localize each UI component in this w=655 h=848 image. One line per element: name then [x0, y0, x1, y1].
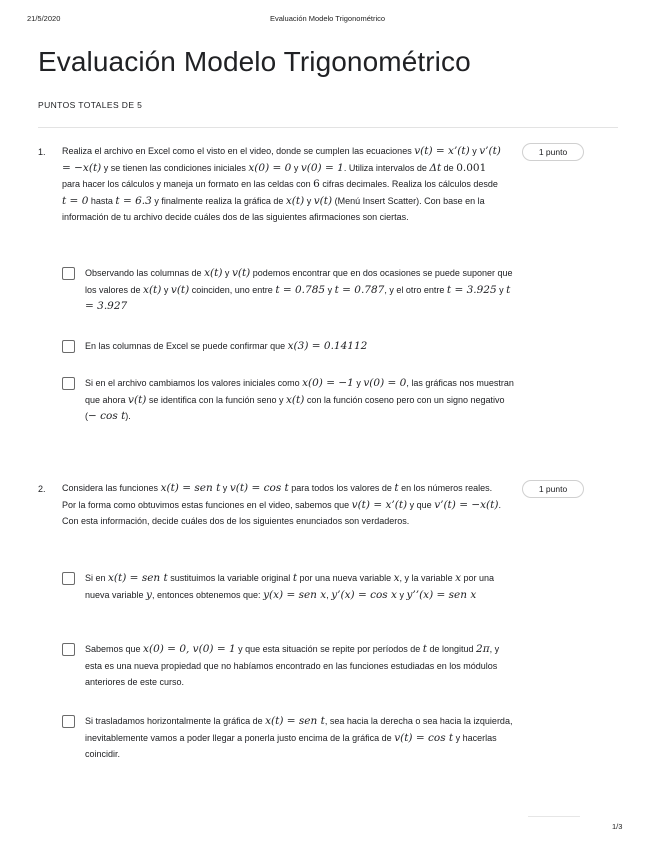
checkbox[interactable]	[62, 377, 75, 390]
print-date: 21/5/2020	[27, 14, 61, 23]
option-text: Sabemos que x(0) = 0, v(0) = 1 y que esta situación se repite por períodos de t de longitud 2π, y esta es una nueva propiedad que no habíamos encontrado en las funciones estudiadas en los módulos anteriores de este curso.	[85, 643, 500, 687]
page-title: Evaluación Modelo Trigonométrico	[38, 46, 471, 77]
option-text: Observando las columnas de x(t) y v(t) podemos encontrar que en dos ocasiones se puede suponer que los valores de x(t) y v(t) coinciden, uno entre t = 0.785 y t = 0.787, y el otro entre t = 3.925 y t = 3.927	[85, 267, 513, 312]
checkbox[interactable]	[62, 715, 75, 728]
question-text: Realiza el archivo en Excel como el visto en el video, donde se cumplen las ecuaciones v(t) = x’(t) y v’(t) = −x(t) y se tienen las condiciones iniciales x(0) = 0 y v(0) = 1. Utiliza intervalos de Δt de 0.001 para hacer los cálculos y maneja un formato en las celdas con 6 cifras decimales. Realiza los cálculos desde t = 0 hasta t = 6.3 y finalmente realiza la gráfica de x(t) y v(t) (Menú Insert Scatter). Con base en la información de tu archivo decide cuáles dos de las siguientes afirmaciones son ciertas.	[62, 145, 501, 222]
option-text: En las columnas de Excel se puede confirmar que x(3) = 0.14112	[85, 340, 368, 352]
checkbox[interactable]	[62, 267, 75, 280]
page-number: 1/3	[612, 822, 623, 831]
question-number: 2.	[38, 484, 46, 494]
points-badge: 1 punto	[522, 480, 584, 498]
print-doc-title: Evaluación Modelo Trigonométrico	[269, 14, 386, 23]
checkbox[interactable]	[62, 340, 75, 353]
total-points: PUNTOS TOTALES DE 5	[38, 100, 143, 110]
question-number: 1.	[38, 147, 46, 157]
divider	[38, 127, 618, 128]
option-text: Si trasladamos horizontalmente la gráfica de x(t) = sen t, sea hacia la derecha o sea hacia la izquierda, inevitablemente vamos a poder llegar a ponerla justo encima de la gráfica de v(t) = cos t y hacerlas coincidir.	[85, 715, 513, 759]
checkbox[interactable]	[62, 643, 75, 656]
question-text: Considera las funciones x(t) = sen t y v(t) = cos t para todos los valores de t en los números reales. Por la forma como obtuvimos estas funciones en el video, sabemos que v(t) = x’(t) y que v’(t) = −x(t). Con esta información, decide cuáles dos de los siguientes enunciados son verdaderos.	[62, 482, 501, 526]
footer-divider	[528, 816, 580, 817]
checkbox[interactable]	[62, 572, 75, 585]
points-badge: 1 punto	[522, 143, 584, 161]
option-text: Si en el archivo cambiamos los valores iniciales como x(0) = −1 y v(0) = 0, las gráficas nos muestran que ahora v(t) se identifica con la función seno y x(t) con la función coseno pero con un signo negativo (− cos t).	[85, 377, 514, 422]
option-text: Si en x(t) = sen t sustituimos la variable original t por una nueva variable x, y la variable x por una nueva variable y, entonces obtenemos que: y(x) = sen x, y’(x) = cos x y y’’(x) = sen x	[85, 572, 495, 601]
